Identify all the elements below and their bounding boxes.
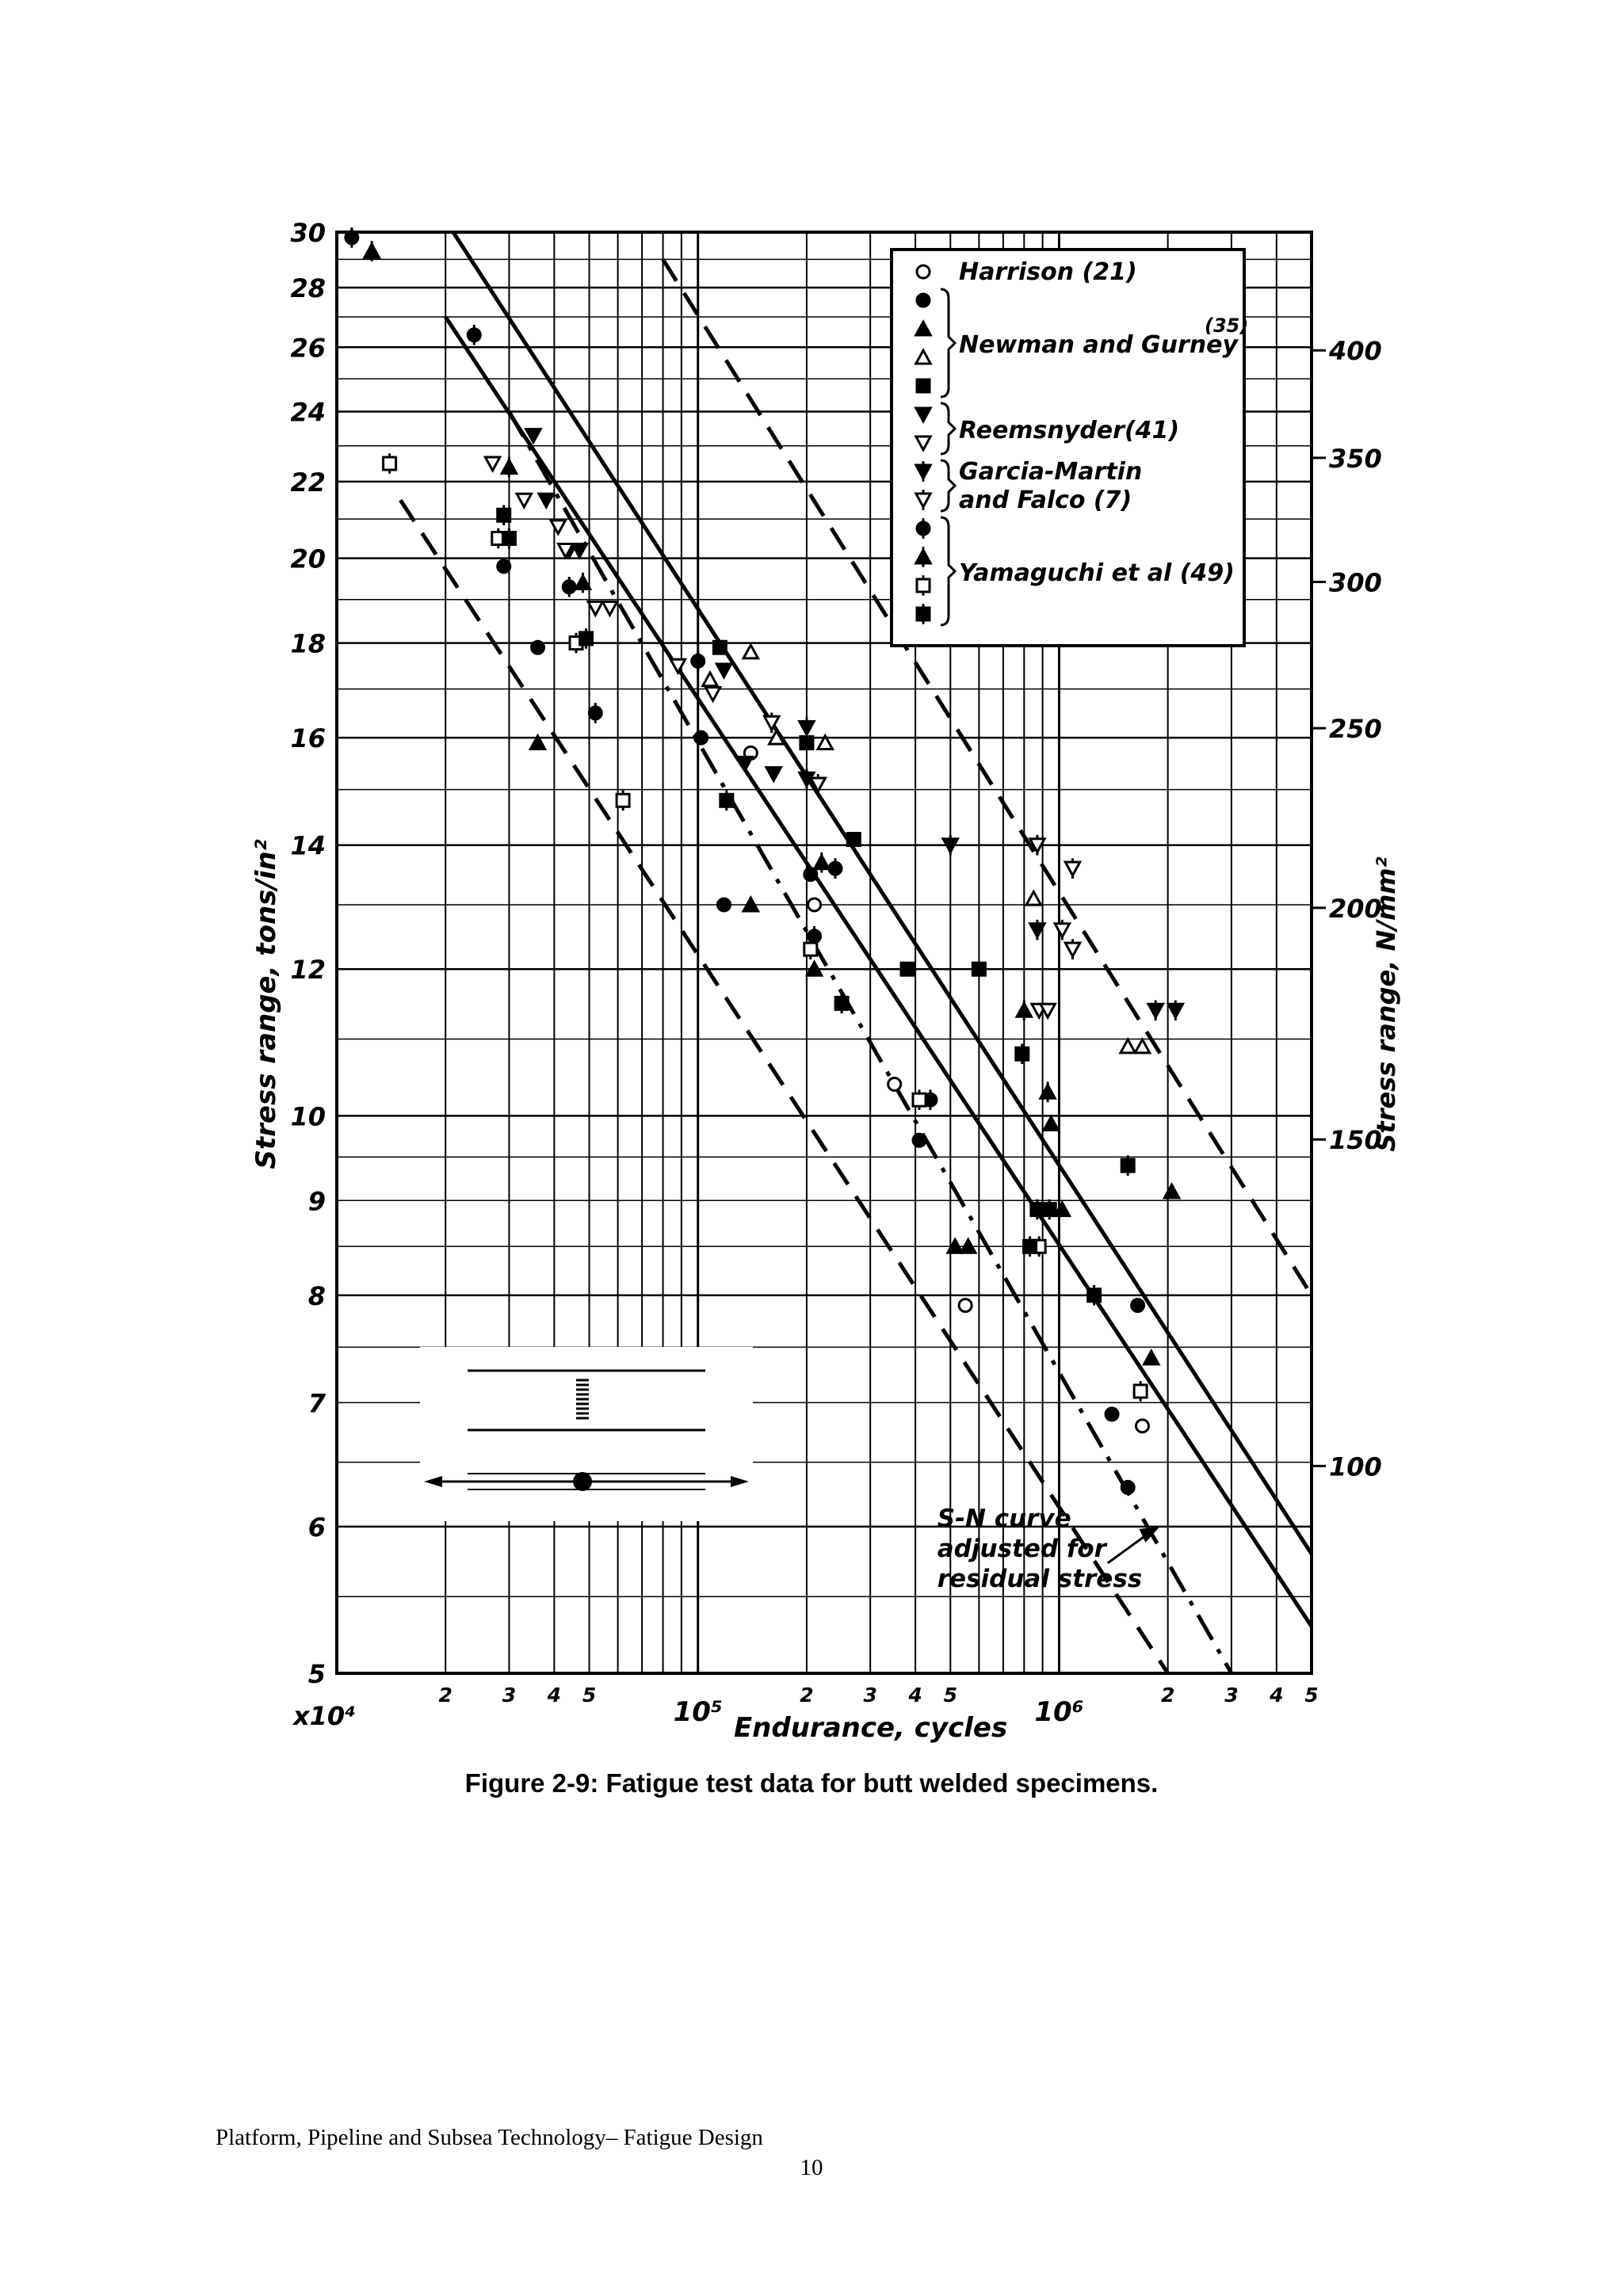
legend-ref: (35) xyxy=(1205,315,1249,337)
marker-triangle xyxy=(1026,891,1041,905)
x-tick-label: 2 xyxy=(438,1684,453,1707)
marker-triangle-down xyxy=(766,768,781,781)
marker-square xyxy=(502,532,515,545)
marker-triangle xyxy=(1144,1351,1159,1364)
marker-square xyxy=(1121,1159,1134,1172)
marker-triangle xyxy=(743,645,758,658)
data-point xyxy=(717,898,730,911)
x-tick-label: 2 xyxy=(1160,1684,1175,1707)
marker-triangle xyxy=(815,856,829,869)
y-tick-label: 7 xyxy=(307,1388,326,1419)
x-axis-label: Endurance, cycles xyxy=(733,1712,1008,1744)
y-axis-label: Stress range, tons/in² xyxy=(250,839,282,1169)
series-circle-open xyxy=(744,746,1148,1432)
data-point xyxy=(468,325,480,345)
weld-section xyxy=(573,1472,592,1491)
marker-square xyxy=(580,632,593,645)
marker-circle xyxy=(1136,1420,1148,1432)
page-number: 10 xyxy=(800,2155,823,2180)
data-point xyxy=(1144,1351,1159,1364)
series-circle-bar-filled xyxy=(346,227,937,1110)
y-tick-label: 5 xyxy=(307,1659,326,1689)
marker-circle xyxy=(692,654,705,667)
y2-tick-label: 200 xyxy=(1329,893,1382,924)
marker-square xyxy=(1031,1203,1044,1216)
marker-triangle-down xyxy=(1148,1004,1163,1017)
marker-square xyxy=(498,509,510,521)
marker-circle xyxy=(959,1299,972,1312)
marker-circle xyxy=(498,560,510,573)
data-point xyxy=(1031,1199,1044,1220)
marker-triangle-down xyxy=(800,722,814,735)
marker-triangle-down xyxy=(572,544,586,558)
data-point xyxy=(1136,1420,1148,1432)
marker-triangle xyxy=(575,576,590,589)
marker-circle xyxy=(917,294,930,307)
data-point xyxy=(959,1299,972,1312)
x-tick-label: 4 xyxy=(908,1684,922,1707)
data-point xyxy=(572,544,586,558)
data-point xyxy=(1016,1043,1029,1064)
marker-circle xyxy=(468,329,480,341)
marker-triangle xyxy=(1135,1039,1149,1053)
marker-triangle-down xyxy=(551,521,565,534)
data-point xyxy=(1065,939,1079,959)
marker-square xyxy=(384,457,396,470)
data-point xyxy=(502,457,516,478)
y2-tick-label: 300 xyxy=(1329,567,1382,598)
marker-square xyxy=(713,641,726,654)
data-point xyxy=(720,791,733,811)
marker-triangle-down xyxy=(517,494,531,507)
legend-marker xyxy=(917,265,930,278)
x-tick-label: 5 xyxy=(582,1684,597,1707)
y-tick-label: 24 xyxy=(290,397,326,428)
marker-square xyxy=(917,379,930,392)
inset-backdrop xyxy=(420,1347,753,1521)
data-point xyxy=(1088,1285,1101,1306)
marker-square xyxy=(804,943,817,955)
y-tick-label: 22 xyxy=(290,467,326,498)
data-point xyxy=(800,718,814,738)
marker-circle xyxy=(913,1134,926,1146)
marker-square xyxy=(720,794,733,807)
marker-triangle xyxy=(1017,1003,1031,1016)
marker-circle xyxy=(1106,1408,1118,1421)
data-point xyxy=(703,673,717,686)
data-point xyxy=(580,628,593,649)
series-triangle-filled xyxy=(530,736,1178,1364)
marker-square xyxy=(901,963,914,975)
data-point xyxy=(1134,1381,1147,1402)
y-tick-label: 28 xyxy=(290,273,326,304)
data-point xyxy=(563,577,575,597)
data-point xyxy=(575,573,590,593)
y2-tick-label: 150 xyxy=(1329,1125,1382,1156)
x-tick-label: 5 xyxy=(943,1684,957,1707)
data-point xyxy=(913,1089,926,1110)
marker-triangle-down xyxy=(485,457,499,471)
marker-circle xyxy=(829,862,842,875)
marker-circle xyxy=(1132,1299,1144,1312)
x-tick-label: 3 xyxy=(863,1684,877,1707)
y2-tick-label: 400 xyxy=(1329,336,1382,367)
marker-circle xyxy=(346,231,358,244)
marker-triangle-down xyxy=(1055,924,1069,937)
data-point xyxy=(835,994,848,1014)
data-point xyxy=(1044,1117,1058,1131)
legend-label: Yamaguchi et al (49) xyxy=(959,559,1235,587)
data-point xyxy=(743,645,758,658)
marker-circle xyxy=(917,265,930,278)
marker-circle xyxy=(563,581,575,593)
data-point xyxy=(766,768,781,781)
y2-tick-label: 100 xyxy=(1329,1451,1382,1482)
y-tick-label: 6 xyxy=(307,1512,326,1543)
data-point xyxy=(365,241,379,261)
x-major-tick-label: 10⁶ xyxy=(1034,1696,1084,1728)
legend-marker xyxy=(917,294,930,307)
y-tick-label: 26 xyxy=(290,333,326,364)
marker-triangle xyxy=(1055,1203,1069,1216)
x-tick-label: 2 xyxy=(800,1684,814,1707)
data-point xyxy=(1017,1000,1031,1020)
data-point xyxy=(485,457,499,471)
data-point xyxy=(705,688,720,701)
data-point xyxy=(692,651,705,672)
legend-label: Newman and Gurney xyxy=(959,331,1239,359)
data-point xyxy=(551,521,565,534)
x-tick-label: 3 xyxy=(1224,1684,1239,1707)
marker-triangle-down xyxy=(1065,943,1079,956)
data-point xyxy=(1055,920,1069,940)
data-point xyxy=(716,664,731,677)
data-point xyxy=(498,505,510,525)
data-point xyxy=(539,494,553,507)
data-point xyxy=(517,494,531,507)
annotation-text: residual stress xyxy=(937,1564,1143,1593)
data-point xyxy=(1148,1000,1163,1020)
data-point xyxy=(1055,1203,1069,1216)
marker-triangle-down xyxy=(588,601,602,615)
data-point xyxy=(847,833,860,846)
data-point xyxy=(1106,1408,1118,1421)
y-tick-label: 12 xyxy=(290,955,326,986)
y2-axis-label: Stress range, N/mm² xyxy=(1371,856,1401,1152)
marker-square xyxy=(1134,1385,1147,1398)
marker-circle xyxy=(695,731,708,744)
series-triangle-open xyxy=(703,645,1150,1053)
data-point xyxy=(589,703,601,723)
marker-circle xyxy=(589,707,601,719)
data-point xyxy=(901,963,914,975)
y-tick-label: 14 xyxy=(290,830,326,861)
y-tick-label: 8 xyxy=(307,1280,326,1311)
x-tick-label: 4 xyxy=(1270,1684,1284,1707)
marker-square xyxy=(917,579,930,592)
y-tick-label: 16 xyxy=(290,723,326,754)
data-point xyxy=(1164,1184,1178,1198)
marker-square xyxy=(1088,1289,1101,1302)
marker-triangle xyxy=(703,673,717,686)
data-point xyxy=(1121,1155,1134,1176)
legend-marker xyxy=(917,379,930,392)
marker-circle xyxy=(888,1077,901,1090)
data-point xyxy=(1065,858,1079,879)
y-tick-label: 9 xyxy=(307,1186,326,1217)
marker-square xyxy=(1043,1203,1056,1216)
marker-triangle-down xyxy=(716,664,731,677)
marker-circle xyxy=(1121,1481,1134,1493)
series-triangle-down-bar-filled xyxy=(800,718,1183,1020)
data-point xyxy=(888,1077,901,1090)
y-tick-label: 30 xyxy=(290,218,326,248)
data-point xyxy=(346,227,358,248)
data-point xyxy=(1043,1199,1056,1220)
data-point xyxy=(1026,891,1041,905)
marker-triangle-down xyxy=(670,659,685,673)
marker-triangle-down xyxy=(1065,862,1079,875)
x-tick-label: 4 xyxy=(547,1684,562,1707)
legend-label: Reemsnyder(41) xyxy=(959,417,1180,444)
data-point xyxy=(1024,1237,1037,1257)
marker-square xyxy=(1024,1240,1037,1253)
data-point xyxy=(804,939,817,959)
marker-square xyxy=(800,737,813,749)
marker-triangle-down xyxy=(539,494,553,507)
marker-square xyxy=(972,963,985,975)
annotation-text: adjusted for xyxy=(937,1534,1106,1563)
data-point xyxy=(498,560,510,573)
data-point xyxy=(695,731,708,744)
y2-tick-label: 250 xyxy=(1329,714,1382,745)
marker-square xyxy=(835,997,848,1009)
data-point xyxy=(532,641,544,654)
marker-triangle-down xyxy=(705,688,720,701)
data-point xyxy=(384,453,396,474)
marker-square xyxy=(917,608,930,620)
butt-weld-specimen-sketch xyxy=(420,1347,753,1521)
marker-triangle xyxy=(1044,1117,1058,1131)
marker-circle xyxy=(808,898,821,911)
x-tick-label: 5 xyxy=(1304,1684,1319,1707)
y-tick-label: 18 xyxy=(290,628,326,659)
legend-marker xyxy=(917,604,930,624)
marker-triangle xyxy=(1121,1039,1135,1053)
marker-triangle-down xyxy=(602,601,617,615)
data-point xyxy=(913,1134,926,1146)
data-point xyxy=(1132,1299,1144,1312)
data-point xyxy=(943,835,957,856)
data-point xyxy=(1135,1039,1149,1053)
figure-caption: Figure 2-9: Fatigue test data for butt welded specimens. xyxy=(464,1768,1159,1798)
data-point xyxy=(1121,1039,1135,1053)
marker-square xyxy=(847,833,860,846)
legend-label: and Falco (7) xyxy=(959,486,1132,514)
data-point xyxy=(502,528,515,549)
data-point xyxy=(588,601,602,615)
marker-triangle-down xyxy=(1168,1004,1182,1017)
legend-label: Harrison (21) xyxy=(959,258,1137,286)
data-point xyxy=(1121,1481,1134,1493)
data-point xyxy=(815,852,829,873)
data-point xyxy=(1168,1000,1182,1020)
marker-triangle xyxy=(502,460,516,474)
marker-square xyxy=(617,794,629,807)
legend-marker xyxy=(917,575,930,596)
data-point xyxy=(617,791,629,811)
legend xyxy=(892,250,1248,646)
x-multiplier-label: x10⁴ xyxy=(293,1701,357,1731)
marker-circle xyxy=(532,641,544,654)
data-point xyxy=(972,963,985,975)
marker-circle xyxy=(717,898,730,911)
marker-square xyxy=(913,1093,926,1106)
data-point xyxy=(602,601,617,615)
data-point xyxy=(808,898,821,911)
marker-triangle xyxy=(365,244,379,257)
x-major-tick-label: 10⁵ xyxy=(673,1696,723,1728)
y-tick-label: 20 xyxy=(290,543,326,574)
x-tick-label: 3 xyxy=(502,1684,517,1707)
data-point xyxy=(800,737,813,749)
data-point xyxy=(670,659,685,673)
annotation-text: S-N curve xyxy=(937,1504,1071,1533)
data-point xyxy=(811,774,825,795)
y2-tick-label: 350 xyxy=(1329,443,1382,474)
page-footer: Platform, Pipeline and Subsea Technology– Fatigue Design xyxy=(216,2125,763,2150)
legend-label: Garcia-Martin xyxy=(959,458,1143,486)
data-point xyxy=(829,858,842,879)
data-point xyxy=(713,641,726,654)
marker-triangle xyxy=(1164,1184,1178,1198)
y-tick-label: 10 xyxy=(290,1101,326,1132)
marker-square xyxy=(1016,1047,1029,1060)
marker-circle xyxy=(917,522,930,535)
